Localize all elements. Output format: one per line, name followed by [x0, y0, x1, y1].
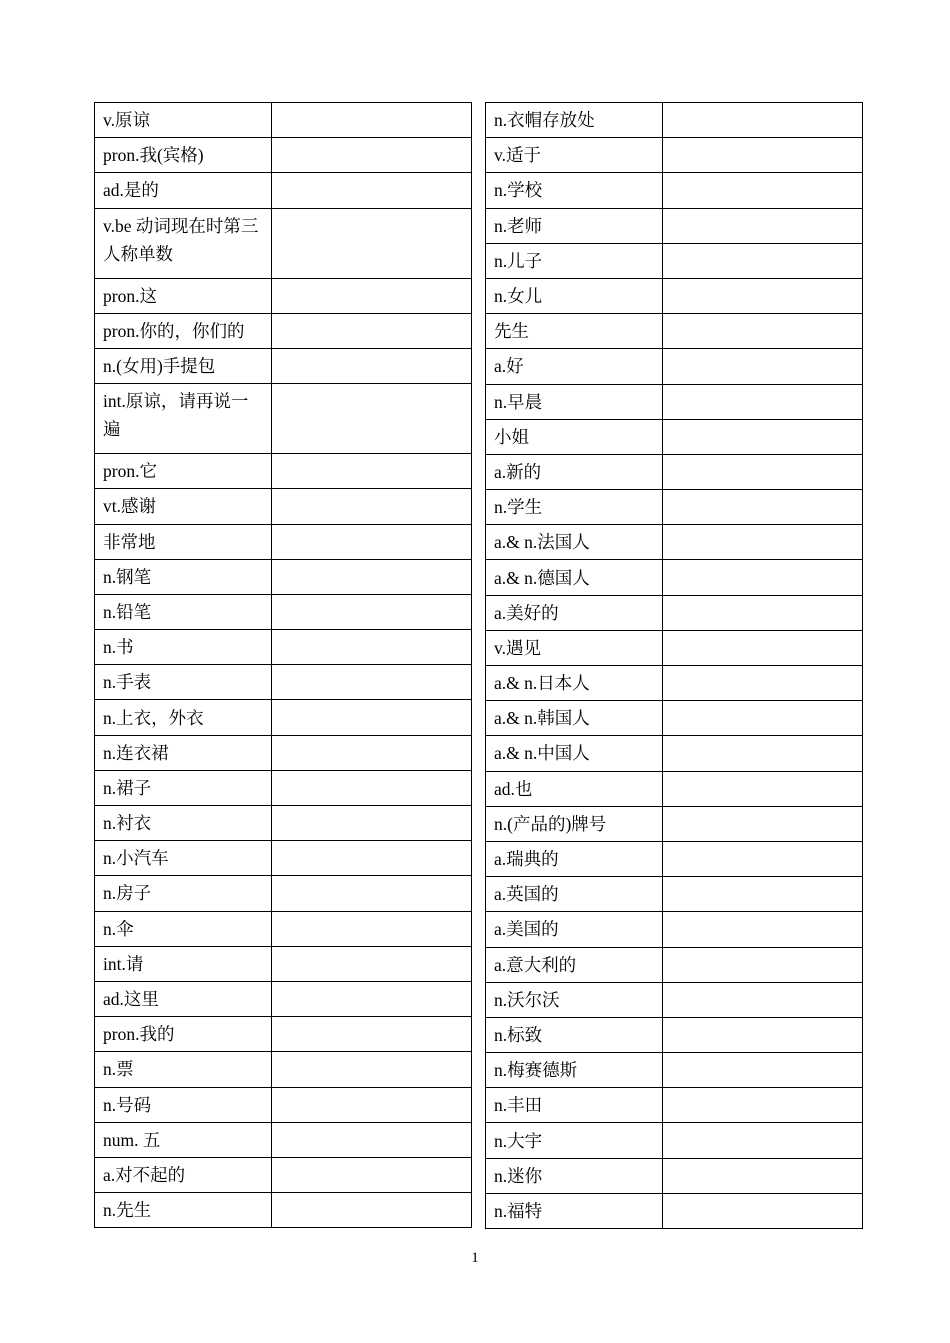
- table-row: [486, 771, 863, 806]
- table-row: [95, 208, 472, 278]
- table-row: [95, 489, 472, 524]
- table-row: [95, 1157, 472, 1192]
- table-row: [486, 1158, 863, 1193]
- answer-cell[interactable]: [663, 208, 863, 243]
- table-row: [95, 630, 472, 665]
- answer-cell[interactable]: [272, 454, 472, 489]
- answer-cell[interactable]: [272, 876, 472, 911]
- table-row: [486, 947, 863, 982]
- term-cell: vt.感谢: [95, 489, 272, 524]
- table-row: [486, 1123, 863, 1158]
- answer-cell[interactable]: [663, 173, 863, 208]
- term-cell: n.标致: [486, 1017, 663, 1052]
- answer-cell[interactable]: [272, 173, 472, 208]
- term-cell: a.英国的: [486, 877, 663, 912]
- answer-cell[interactable]: [663, 1017, 863, 1052]
- answer-cell[interactable]: [663, 1088, 863, 1123]
- table-row: [486, 560, 863, 595]
- term-cell: v.原谅: [95, 103, 272, 138]
- term-cell: a.美国的: [486, 912, 663, 947]
- answer-cell[interactable]: [272, 138, 472, 173]
- table-row: [95, 1017, 472, 1052]
- answer-cell[interactable]: [663, 314, 863, 349]
- term-cell: 先生: [486, 314, 663, 349]
- answer-cell[interactable]: [272, 1122, 472, 1157]
- term-cell: n.小汽车: [95, 841, 272, 876]
- table-row: [95, 841, 472, 876]
- term-cell: n.大宇: [486, 1123, 663, 1158]
- answer-cell[interactable]: [272, 1052, 472, 1087]
- answer-cell[interactable]: [272, 981, 472, 1016]
- table-row: [486, 208, 863, 243]
- table-row: [486, 736, 863, 771]
- vocab-table-left-body: [95, 103, 472, 1228]
- term-cell: n.早晨: [486, 384, 663, 419]
- answer-cell[interactable]: [663, 982, 863, 1017]
- answer-cell[interactable]: [663, 1158, 863, 1193]
- term-cell: n.迷你: [486, 1158, 663, 1193]
- answer-cell[interactable]: [663, 278, 863, 313]
- answer-cell[interactable]: [663, 384, 863, 419]
- term-cell: n.学生: [486, 490, 663, 525]
- answer-cell[interactable]: [272, 806, 472, 841]
- answer-cell[interactable]: [272, 524, 472, 559]
- answer-cell[interactable]: [272, 665, 472, 700]
- term-cell: pron.我(宾格): [95, 138, 272, 173]
- table-row: [486, 525, 863, 560]
- table-row: [486, 349, 863, 384]
- table-row: [95, 173, 472, 208]
- answer-cell[interactable]: [663, 419, 863, 454]
- term-cell: n.连衣裙: [95, 735, 272, 770]
- term-cell: ad.也: [486, 771, 663, 806]
- table-row: [95, 876, 472, 911]
- table-row: [95, 559, 472, 594]
- term-cell: a.意大利的: [486, 947, 663, 982]
- term-cell: n.手表: [95, 665, 272, 700]
- answer-cell[interactable]: [663, 595, 863, 630]
- term-cell: pron.它: [95, 454, 272, 489]
- answer-cell[interactable]: [272, 594, 472, 629]
- term-cell: n.(女用)手提包: [95, 348, 272, 383]
- term-cell: ad.是的: [95, 173, 272, 208]
- term-cell: n.沃尔沃: [486, 982, 663, 1017]
- answer-cell[interactable]: [663, 666, 863, 701]
- term-cell: n.书: [95, 630, 272, 665]
- table-row: [95, 981, 472, 1016]
- answer-cell[interactable]: [663, 1193, 863, 1228]
- table-row: [95, 313, 472, 348]
- table-row: [486, 701, 863, 736]
- term-cell: n.上衣，外衣: [95, 700, 272, 735]
- answer-cell[interactable]: [272, 700, 472, 735]
- term-cell: a.对不起的: [95, 1157, 272, 1192]
- answer-cell[interactable]: [663, 736, 863, 771]
- term-cell: a.& n.韩国人: [486, 701, 663, 736]
- term-cell: n.先生: [95, 1193, 272, 1228]
- table-row: [95, 103, 472, 138]
- table-row: [486, 278, 863, 313]
- vocab-table-right-body: [486, 103, 863, 1229]
- table-row: [95, 806, 472, 841]
- term-cell: v.遇见: [486, 630, 663, 665]
- table-row: [95, 1087, 472, 1122]
- answer-cell[interactable]: [272, 348, 472, 383]
- term-cell: n.(产品的)牌号: [486, 806, 663, 841]
- table-row: [486, 1088, 863, 1123]
- answer-cell[interactable]: [272, 559, 472, 594]
- answer-cell[interactable]: [663, 1123, 863, 1158]
- table-row: [486, 630, 863, 665]
- table-row: [95, 524, 472, 559]
- term-cell: n.梅赛德斯: [486, 1053, 663, 1088]
- answer-cell[interactable]: [663, 103, 863, 138]
- term-cell: 非常地: [95, 524, 272, 559]
- vocab-table-left: [94, 102, 472, 1228]
- answer-cell[interactable]: [663, 806, 863, 841]
- answer-cell[interactable]: [272, 770, 472, 805]
- answer-cell[interactable]: [663, 912, 863, 947]
- table-row: [486, 243, 863, 278]
- table-row: [486, 912, 863, 947]
- answer-cell[interactable]: [272, 489, 472, 524]
- term-cell: a.& n.德国人: [486, 560, 663, 595]
- answer-cell[interactable]: [663, 771, 863, 806]
- page-number: 1: [471, 1250, 479, 1266]
- answer-cell[interactable]: [272, 278, 472, 313]
- term-cell: n.学校: [486, 173, 663, 208]
- answer-cell[interactable]: [272, 384, 472, 454]
- table-row: [95, 454, 472, 489]
- term-cell: a.新的: [486, 454, 663, 489]
- term-cell: n.女儿: [486, 278, 663, 313]
- table-row: [486, 666, 863, 701]
- term-cell: pron.我的: [95, 1017, 272, 1052]
- answer-cell[interactable]: [663, 490, 863, 525]
- term-cell: n.房子: [95, 876, 272, 911]
- term-cell: int.请: [95, 946, 272, 981]
- term-cell: a.& n.日本人: [486, 666, 663, 701]
- answer-cell[interactable]: [663, 877, 863, 912]
- term-cell: ad.这里: [95, 981, 272, 1016]
- table-row: [486, 1053, 863, 1088]
- term-cell: 小姐: [486, 419, 663, 454]
- answer-cell[interactable]: [272, 1087, 472, 1122]
- answer-cell[interactable]: [663, 841, 863, 876]
- table-row: [95, 138, 472, 173]
- table-row: [486, 314, 863, 349]
- table-row: [486, 103, 863, 138]
- answer-cell[interactable]: [272, 946, 472, 981]
- table-row: [95, 700, 472, 735]
- table-row: [95, 384, 472, 454]
- term-cell: int.原谅，请再说一遍: [95, 384, 272, 454]
- answer-cell[interactable]: [272, 735, 472, 770]
- table-row: [486, 841, 863, 876]
- answer-cell[interactable]: [272, 1193, 472, 1228]
- term-cell: n.裙子: [95, 770, 272, 805]
- term-cell: n.老师: [486, 208, 663, 243]
- table-row: [95, 735, 472, 770]
- term-cell: n.钢笔: [95, 559, 272, 594]
- table-row: [486, 138, 863, 173]
- answer-cell[interactable]: [272, 630, 472, 665]
- answer-cell[interactable]: [663, 701, 863, 736]
- answer-cell[interactable]: [663, 243, 863, 278]
- term-cell: n.号码: [95, 1087, 272, 1122]
- answer-cell[interactable]: [663, 525, 863, 560]
- table-row: [486, 419, 863, 454]
- table-row: [486, 384, 863, 419]
- table-row: [486, 595, 863, 630]
- answer-cell[interactable]: [272, 1017, 472, 1052]
- term-cell: a.美好的: [486, 595, 663, 630]
- term-cell: n.铅笔: [95, 594, 272, 629]
- table-row: [95, 1052, 472, 1087]
- term-cell: n.衣帽存放处: [486, 103, 663, 138]
- term-cell: v.适于: [486, 138, 663, 173]
- table-row: [95, 278, 472, 313]
- term-cell: a.瑞典的: [486, 841, 663, 876]
- answer-cell[interactable]: [663, 560, 863, 595]
- answer-cell[interactable]: [272, 103, 472, 138]
- table-row: [486, 1017, 863, 1052]
- answer-cell[interactable]: [663, 454, 863, 489]
- term-cell: n.儿子: [486, 243, 663, 278]
- term-cell: pron.你的，你们的: [95, 313, 272, 348]
- table-row: [95, 1122, 472, 1157]
- table-row: [95, 911, 472, 946]
- term-cell: n.衬衣: [95, 806, 272, 841]
- term-cell: n.伞: [95, 911, 272, 946]
- table-row: [486, 1193, 863, 1228]
- table-row: [486, 982, 863, 1017]
- table-row: [486, 806, 863, 841]
- table-row: [95, 946, 472, 981]
- answer-cell[interactable]: [272, 841, 472, 876]
- vocab-table-right: [485, 102, 863, 1229]
- answer-cell[interactable]: [272, 208, 472, 278]
- table-row: [486, 490, 863, 525]
- term-cell: a.好: [486, 349, 663, 384]
- table-row: [486, 173, 863, 208]
- answer-cell[interactable]: [663, 630, 863, 665]
- term-cell: num. 五: [95, 1122, 272, 1157]
- table-row: [95, 348, 472, 383]
- term-cell: v.be 动词现在时第三人称单数: [95, 208, 272, 278]
- table-row: [486, 877, 863, 912]
- answer-cell[interactable]: [272, 911, 472, 946]
- table-row: [95, 1193, 472, 1228]
- term-cell: a.& n.中国人: [486, 736, 663, 771]
- answer-cell[interactable]: [272, 313, 472, 348]
- term-cell: a.& n.法国人: [486, 525, 663, 560]
- table-row: [486, 454, 863, 489]
- term-cell: pron.这: [95, 278, 272, 313]
- answer-cell[interactable]: [663, 947, 863, 982]
- table-row: [95, 770, 472, 805]
- term-cell: n.丰田: [486, 1088, 663, 1123]
- answer-cell[interactable]: [663, 138, 863, 173]
- term-cell: n.票: [95, 1052, 272, 1087]
- answer-cell[interactable]: [663, 349, 863, 384]
- answer-cell[interactable]: [272, 1157, 472, 1192]
- table-row: [95, 594, 472, 629]
- table-row: [95, 665, 472, 700]
- answer-cell[interactable]: [663, 1053, 863, 1088]
- term-cell: n.福特: [486, 1193, 663, 1228]
